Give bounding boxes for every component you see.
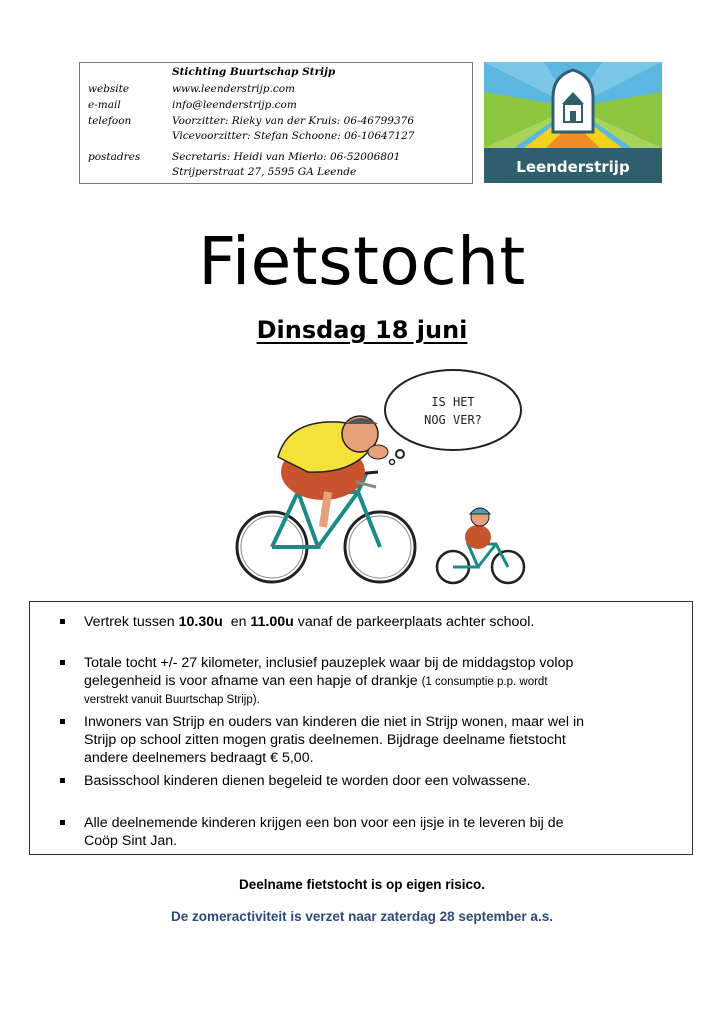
list-item (84, 814, 684, 850)
item1-start-time: 10.30u (178, 614, 223, 630)
list-item (84, 613, 684, 631)
item1-mid: en (222, 614, 251, 630)
logo-wordmark: Leenderstrijp (516, 158, 630, 176)
secretary-phone: Secretaris: Heidi van Mierlo: 06-52006801 (172, 151, 401, 163)
bullet-icon (60, 719, 65, 724)
vice-chair-phone: Vicevoorzitter: Stefan Schoone: 06-10647127 (172, 130, 415, 142)
item1-end-time: 11.00u (250, 614, 294, 630)
chair-phone: Voorzitter: Rieky van der Kruis: 06-46799376 (172, 115, 415, 127)
risk-notice: Deelname fietstocht is op eigen risico. (238, 877, 486, 892)
org-name: Stichting Buurtschap Strijp (172, 66, 336, 78)
item3-line1: Inwoners van Strijp en ouders van kinderen die niet in Strijp wonen, maar wel in (84, 714, 584, 730)
item3-line2: Strijp op school zitten mogen gratis deelnemen. Bijdrage deelname fietstocht (84, 732, 566, 748)
bullet-icon (60, 660, 65, 665)
bullet-icon (60, 778, 65, 783)
event-date-text: Dinsdag 18 juni (256, 316, 468, 344)
contact-label: e-mail (88, 99, 121, 111)
item2-line1: Totale tocht +/- 27 kilometer, inclusief pauzeplek waar bij de middagstop volop (84, 655, 574, 671)
speech-bubble (385, 370, 521, 450)
item1-pre: Vertrek tussen (84, 614, 179, 630)
item4-line1: Basisschool kinderen dienen begeleid te worden door een volwassene. (84, 773, 531, 789)
contact-label: telefoon (88, 115, 132, 127)
cycling-cartoon (228, 362, 528, 590)
info-box (29, 601, 693, 855)
postal-address: Strijperstraat 27, 5595 GA Leende (172, 166, 357, 178)
speech-line-2: NOG VER? (424, 413, 482, 427)
item5-line2: Coöp Sint Jan. (84, 833, 178, 849)
page-title: Fietstocht (198, 223, 526, 300)
item2-note: (1 consumptie p.p. wordt (421, 676, 548, 688)
contact-label: website (88, 83, 130, 95)
list-item (84, 772, 684, 790)
email-link[interactable]: info@leenderstrijp.com (172, 99, 297, 111)
bullet-icon (60, 619, 65, 624)
speech-line-1: IS HET (431, 395, 475, 409)
item2-line2: gelegenheid is voor afname van een hapje of drankje (84, 673, 422, 689)
item5-line1: Alle deelnemende kinderen krijgen een bon voor een ijsje in te leveren bij de (84, 815, 564, 831)
item2-line3: verstrekt vanuit Buurtschap Strijp). (84, 694, 260, 706)
reschedule-notice: De zomeractiviteit is verzet naar zaterdag 28 september a.s. (171, 909, 553, 924)
leenderstrijp-logo (484, 62, 662, 183)
bullet-icon (60, 820, 65, 825)
contact-label: postadres (88, 151, 141, 163)
event-date (0, 314, 724, 346)
item1-post: vanaf de parkeerplaats achter school. (293, 614, 535, 630)
list-item (84, 654, 684, 709)
contact-box (79, 62, 473, 184)
website-link[interactable]: www.leenderstrijp.com (172, 83, 296, 95)
list-item (84, 713, 684, 767)
item3-line3: andere deelnemers bedraagt € 5,00. (84, 750, 314, 766)
